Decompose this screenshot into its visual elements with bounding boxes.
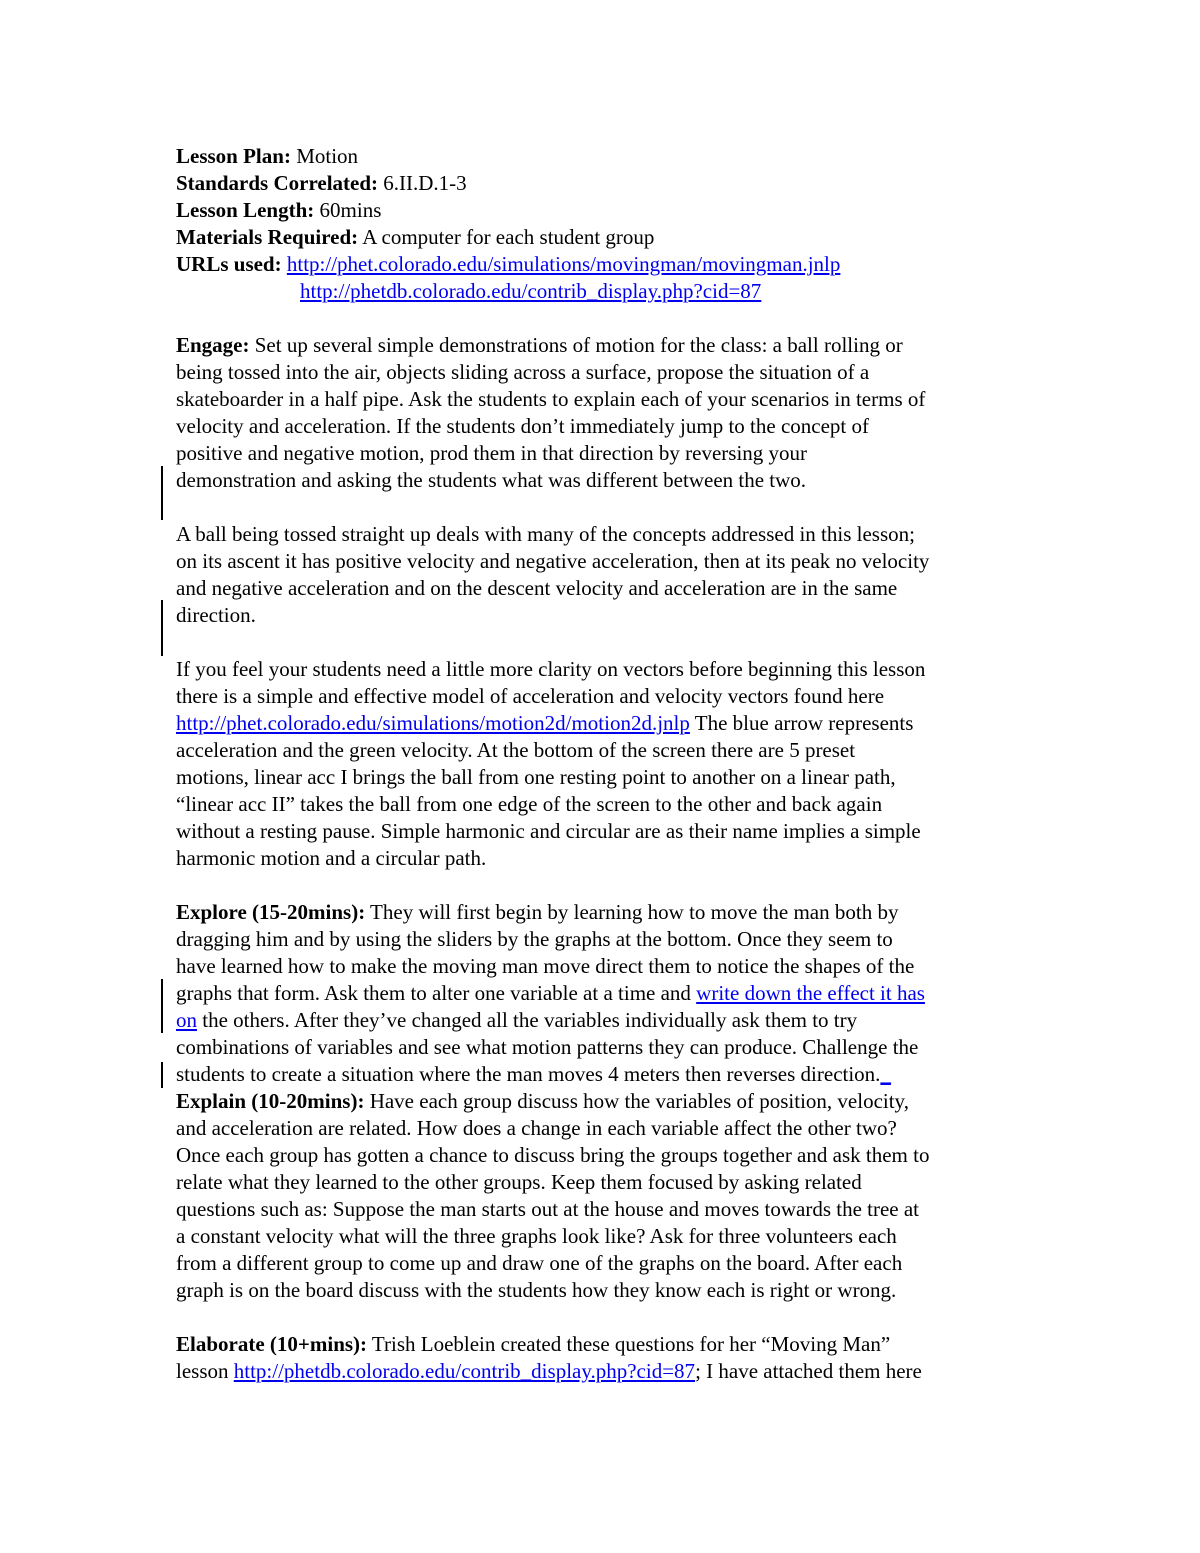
urls-line-2: [176, 278, 1036, 305]
explore-text: the others. After they’ve changed all the variables individually ask them to try: [197, 1008, 858, 1032]
lesson-plan-value: Motion: [290, 144, 359, 168]
revision-bar: [161, 466, 163, 520]
explore-text: have learned how to make the moving man move direct them to notice the shapes of the: [176, 954, 915, 978]
vectors-text: The blue arrow represents: [689, 711, 914, 735]
ball-text: and negative acceleration and on the descent velocity and acceleration are in the same: [176, 576, 898, 600]
lesson-length-value: 60mins: [314, 198, 382, 222]
urls-line: [176, 251, 1036, 278]
engage-text: positive and negative motion, prod them in that direction by reversing your: [176, 441, 808, 465]
urls-label: URLs used:: [176, 252, 282, 276]
lesson-length-line: [176, 197, 1036, 224]
lesson-plan-label: Lesson Plan:: [176, 144, 291, 168]
comment-link[interactable]: write down the effect it has: [696, 981, 925, 1005]
explain-text: graph is on the board discuss with the students how they know each is right or wrong.: [176, 1278, 897, 1302]
explain-heading: Explain (10-20mins):: [176, 1089, 365, 1113]
engage-paragraph: [176, 332, 1036, 494]
elaborate-heading: Elaborate (10+mins):: [176, 1332, 368, 1356]
ball-text: on its ascent it has positive velocity and negative acceleration, then at its peak no velocity: [176, 549, 930, 573]
explain-text: Once each group has gotten a chance to discuss bring the groups together and ask them to: [176, 1143, 930, 1167]
elaborate-text: Trish Loeblein created these questions for her “Moving Man”: [367, 1332, 891, 1356]
ball-text: A ball being tossed straight up deals with many of the concepts addressed in this lesson;: [176, 522, 915, 546]
explore-text: They will first begin by learning how to move the man both by: [365, 900, 899, 924]
explore-text: combinations of variables and see what motion patterns they can produce. Challenge the: [176, 1035, 919, 1059]
engage-text: Set up several simple demonstrations of motion for the class: a ball rolling or: [249, 333, 903, 357]
comment-mark-link[interactable]: _: [880, 1062, 891, 1086]
ball-text: direction.: [176, 603, 256, 627]
explain-paragraph: [176, 1088, 1036, 1304]
explore-text: graphs that form. Ask them to alter one variable at a time and: [176, 981, 697, 1005]
standards-value: 6.II.D.1-3: [378, 171, 467, 195]
elaborate-paragraph: [176, 1331, 1036, 1385]
vectors-text: If you feel your students need a little more clarity on vectors before beginning this lesson: [176, 657, 926, 681]
vectors-paragraph: [176, 656, 1036, 872]
vectors-text: acceleration and the green velocity. At the bottom of the screen there are 5 preset: [176, 738, 856, 762]
revision-bar: [161, 1062, 163, 1088]
engage-text: demonstration and asking the students what was different between the two.: [176, 468, 807, 492]
materials-value: A computer for each student group: [358, 225, 655, 249]
materials-label: Materials Required:: [176, 225, 359, 249]
revision-bar: [161, 600, 163, 656]
engage-heading: Engage:: [176, 333, 250, 357]
elaborate-text: lesson: [176, 1359, 234, 1383]
revision-bar: [161, 979, 163, 1033]
vectors-text: “linear acc II” takes the ball from one edge of the screen to the other and back again: [176, 792, 883, 816]
standards-line: [176, 170, 1036, 197]
elaborate-text: ; I have attached them here: [695, 1359, 922, 1383]
engage-text: skateboarder in a half pipe. Ask the students to explain each of your scenarios in terms of: [176, 387, 926, 411]
explore-text: students to create a situation where the man moves 4 meters then reverses direction.: [176, 1062, 881, 1086]
lesson-plan-line: [176, 143, 1036, 170]
explain-text: Have each group discuss how the variables of position, velocity,: [364, 1089, 909, 1113]
explain-text: and acceleration are related. How does a change in each variable affect the other two?: [176, 1116, 897, 1140]
materials-line: [176, 224, 1036, 251]
document-body: [176, 143, 1036, 1385]
vectors-text: without a resting pause. Simple harmonic and circular are as their name implies a simple: [176, 819, 921, 843]
explain-text: a constant velocity what will the three graphs look like? Ask for three volunteers each: [176, 1224, 897, 1248]
explore-paragraph: [176, 899, 1036, 1088]
explain-text: relate what they learned to the other groups. Keep them focused by asking related: [176, 1170, 862, 1194]
comment-link[interactable]: on: [176, 1008, 197, 1032]
vectors-text: motions, linear acc I brings the ball from one resting point to another on a linear path,: [176, 765, 896, 789]
standards-label: Standards Correlated:: [176, 171, 379, 195]
explain-text: questions such as: Suppose the man starts out at the house and moves towards the tree at: [176, 1197, 920, 1221]
vectors-text: harmonic motion and a circular path.: [176, 846, 487, 870]
vectors-text: there is a simple and effective model of acceleration and velocity vectors found here: [176, 684, 885, 708]
engage-text: being tossed into the air, objects sliding across a surface, propose the situation of a: [176, 360, 870, 384]
lesson-length-label: Lesson Length:: [176, 198, 315, 222]
ball-paragraph: [176, 521, 1036, 629]
engage-text: velocity and acceleration. If the students don’t immediately jump to the concept of: [176, 414, 869, 438]
contrib-url-link-2[interactable]: http://phetdb.colorado.edu/contrib_display.php?cid=87: [233, 1359, 696, 1383]
contrib-url-link[interactable]: http://phetdb.colorado.edu/contrib_display.php?cid=87: [300, 279, 762, 303]
explore-text: dragging him and by using the sliders by the graphs at the bottom. Once they seem to: [176, 927, 893, 951]
explain-text: from a different group to come up and draw one of the graphs on the board. After each: [176, 1251, 903, 1275]
movingman-url-link[interactable]: http://phet.colorado.edu/simulations/movingman/movingman.jnlp: [286, 252, 841, 276]
explore-heading: Explore (15-20mins):: [176, 900, 366, 924]
motion2d-url-link[interactable]: http://phet.colorado.edu/simulations/motion2d/motion2d.jnlp: [176, 711, 690, 735]
